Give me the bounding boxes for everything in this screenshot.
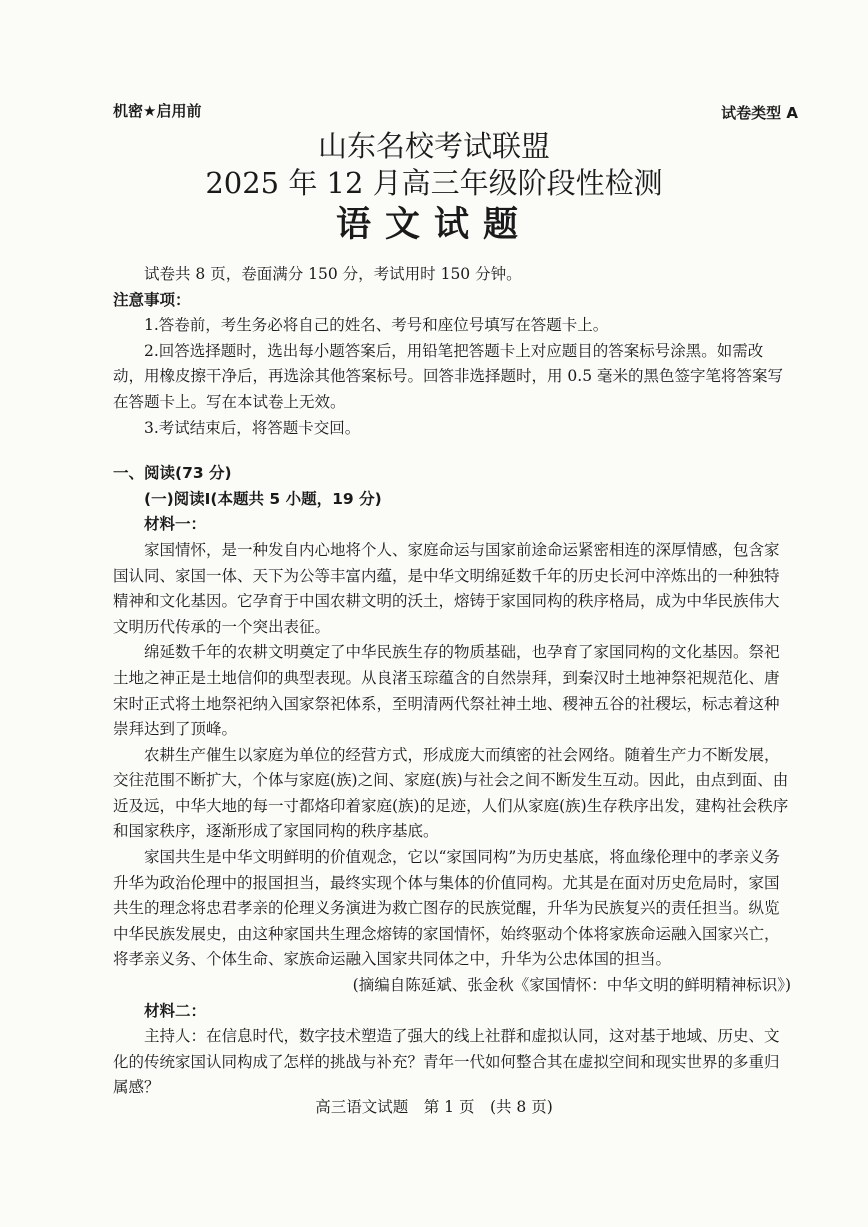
material1-source: (摘编自陈延斌、张金秋《家国情怀：中华文明的鲜明精神标识》) [352, 976, 791, 995]
material1-label: 材料一： [144, 515, 207, 534]
material1-paragraph: 家国共生是中华文明鲜明的价值观念，它以“家国同构”为历史基底，将血缘伦理中的孝亲义务升华为政治伦理中的报国担当，最终实现个体与集体的价值同构。尤其是在面对历史危局时，家国共生的理念将忠君孝亲的伦理义务演进为救亡图存的民族觉醒，升华为民族复兴的责任担当。纵览中华民族发展史，由这种家国共生理念熔铸的家国情怀，始终驱动个体将家族命运融入国家兴亡，将孝亲义务、个体生命、家族命运融入国家共同体之中，升华为公忠体国的担当。 [113, 848, 780, 969]
notice-item: 3.考试结束后，将答题卡交回。 [144, 418, 361, 437]
exam-intro: 试卷共 8 页，卷面满分 150 分，考试用时 150 分钟。 [144, 265, 522, 283]
page-footer: 高三语文试题 第 1 页 (共 8 页) [315, 1098, 553, 1116]
material1-paragraph: 家国情怀，是一种发自内心地将个人、家庭命运与国家前途命运紧密相连的深厚情感，包含家国认同、家国一体、天下为公等丰富内蕴，是中华文明绵延数千年的历史长河中淬炼出的一种独特精神和文化基因。它孕育于中国农耕文明的沃土，熔铸于家国同构的秩序格局，成为中华民族伟大文明历代传承的一个突出表征。 [113, 540, 780, 636]
material2-label: 材料二： [144, 1001, 207, 1020]
subject-title: 语文试题 [335, 204, 532, 245]
confidential-label: 机密★启用前 [113, 102, 202, 120]
exam-union-title: 山东名校考试联盟 [317, 129, 550, 163]
material2-paragraph: 主持人：在信息时代，数字技术塑造了强大的线上社群和虚拟认同，这对基于地域、历史、文化的传统家国认同构成了怎样的挑战与补充？青年一代如何整合其在虚拟空间和现实世界的多重归属感？ [113, 1027, 780, 1097]
notice-heading: 注意事项： [113, 290, 191, 309]
exam-date-title: 2025 年 12 月高三年级阶段性检测 [205, 166, 663, 200]
exam-content [113, 262, 791, 1101]
material1-paragraph: 绵延数千年的农耕文明奠定了中华民族生存的物质基础，也孕育了家国同构的文化基因。祭祀土地之神正是土地信仰的典型表现。从良渚玉琮蕴含的自然崇拜，到秦汉时土地神祭祀规范化、唐宋时正式将土地祭祀纳入国家祭祀体系，至明清两代祭社神土地、稷神五谷的社稷坛，标志着这种崇拜达到了顶峰。 [113, 643, 780, 739]
section-title: 一、阅读(73 分) [113, 464, 232, 483]
paper-type-label: 试卷类型 A [721, 104, 798, 122]
notice-item: 1.答卷前，考生务必将自己的姓名、考号和座位号填写在答题卡上。 [144, 316, 609, 335]
subsection-title: (一)阅读Ⅰ(本题共 5 小题，19 分) [144, 489, 382, 508]
notice-item: 2.回答选择题时，选出每小题答案后，用铅笔把答题卡上对应题目的答案标号涂黑。如需改动，用橡皮擦干净后，再选涂其他答案标号。回答非选择题时，用 0.5 毫米的黑色签字笔将答案写在答题卡上。写在本试卷上无效。 [113, 341, 784, 411]
material1-paragraph: 农耕生产催生以家庭为单位的经营方式，形成庞大而缜密的社会网络。随着生产力不断发展，交往范围不断扩大，个体与家庭(族)之间、家庭(族)与社会之间不断发生互动。因此，由点到面、由近及远，中华大地的每一寸都烙印着家庭(族)的足迹，人们从家庭(族)生存秩序出发，建构社会秩序和国家秩序，逐渐形成了家国同构的秩序基底。 [113, 745, 789, 841]
